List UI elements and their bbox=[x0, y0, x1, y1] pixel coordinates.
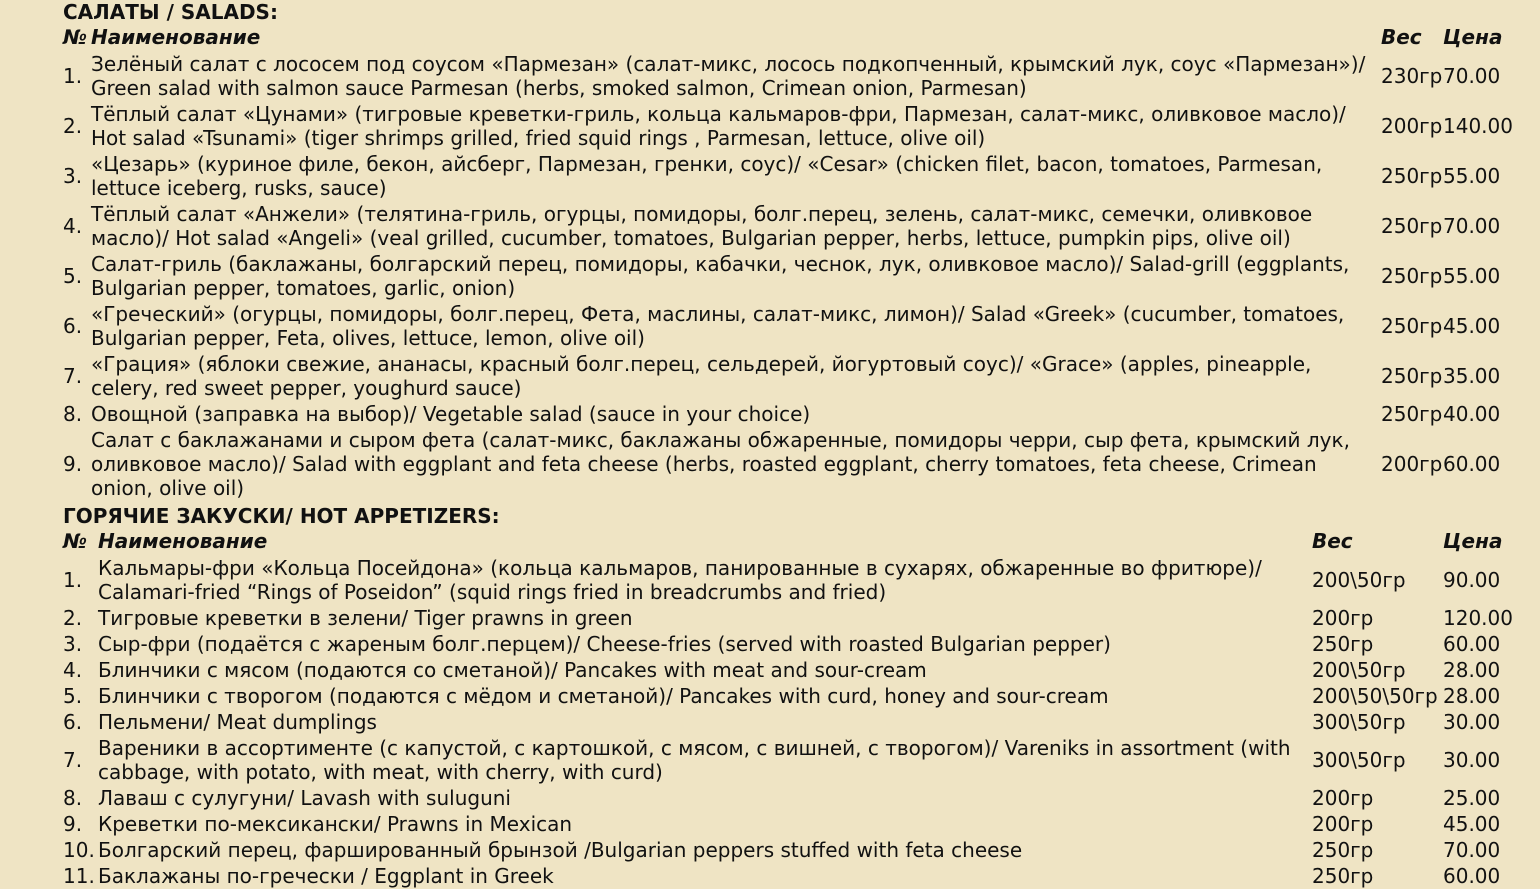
menu-item-row bbox=[60, 151, 1520, 201]
menu-item-row bbox=[60, 657, 1520, 683]
item-number: 8. bbox=[63, 786, 83, 810]
item-name: Салат-гриль (баклажаны, болгарский перец, помидоры, кабачки, чеснок, лук, оливковое масло)/ Salad-grill (eggplants, Bulgarian pepper, tomatoes, garlic, onion) bbox=[91, 252, 1350, 300]
item-number: 4. bbox=[63, 214, 83, 238]
item-weight: 250гр bbox=[1381, 164, 1443, 188]
item-weight: 200гр bbox=[1312, 786, 1374, 810]
menu-item-row bbox=[60, 735, 1520, 785]
item-number: 1. bbox=[63, 64, 83, 88]
item-weight: 250гр bbox=[1312, 864, 1374, 888]
item-name: Вареники в ассортименте (с капустой, с картошкой, с мясом, с вишней, с творогом)/ Vareniks in assortment (with cabbage, with potato, with meat, with cherry, with curd) bbox=[98, 736, 1291, 784]
item-price: 28.00 bbox=[1443, 684, 1501, 708]
item-weight: 200\50\50гр bbox=[1312, 684, 1438, 708]
item-name: Блинчики с творогом (подаются с мёдом и сметаной)/ Pancakes with curd, honey and sour-cream bbox=[98, 684, 1109, 708]
item-weight: 200\50гр bbox=[1312, 568, 1406, 592]
item-weight: 250гр bbox=[1312, 632, 1374, 656]
salads-items bbox=[60, 51, 1520, 501]
item-name: Кальмары-фри «Кольца Посейдона» (кольца кальмаров, панированные в сухарях, обжаренные во фритюре)/ Calamari-fried “Rings of Poseidon” (squid rings fried in breadcrumbs and fried) bbox=[98, 556, 1262, 604]
column-header-number: № bbox=[63, 25, 88, 49]
item-number: 10. bbox=[63, 838, 95, 862]
item-price: 70.00 bbox=[1443, 64, 1501, 88]
item-number: 2. bbox=[63, 114, 83, 138]
item-number: 5. bbox=[63, 264, 83, 288]
item-name: Лаваш с сулугуни/ Lavash with suluguni bbox=[98, 786, 511, 810]
item-weight: 300\50гр bbox=[1312, 710, 1406, 734]
menu-item-row bbox=[60, 785, 1520, 811]
item-price: 30.00 bbox=[1443, 710, 1501, 734]
item-price: 55.00 bbox=[1443, 264, 1501, 288]
item-price: 60.00 bbox=[1443, 452, 1501, 476]
item-price: 45.00 bbox=[1443, 812, 1501, 836]
item-weight: 250гр bbox=[1381, 264, 1443, 288]
item-weight: 250гр bbox=[1381, 364, 1443, 388]
item-name: Тёплый салат «Цунами» (тигровые креветки-гриль, кольца кальмаров-фри, Пармезан, салат-микс, оливковое масло)/ Hot salad «Tsunami» (tiger shrimps grilled, fried squid rings , Parmesan, lettuce, olive oil) bbox=[91, 102, 1346, 150]
item-price: 140.00 bbox=[1443, 114, 1513, 138]
item-name: Тигровые креветки в зелени/ Tiger prawns in green bbox=[98, 606, 633, 630]
item-weight: 250гр bbox=[1381, 402, 1443, 426]
hot-appetizers-items bbox=[60, 555, 1520, 889]
item-number: 3. bbox=[63, 164, 83, 188]
column-header-weight: Вес bbox=[1312, 529, 1353, 553]
item-name: Сыр-фри (подаётся с жареным болг.перцем)/ Cheese-fries (served with roasted Bulgarian pepper) bbox=[98, 632, 1111, 656]
item-number: 4. bbox=[63, 658, 83, 682]
salads-section-title: САЛАТЫ / SALADS: bbox=[63, 0, 278, 24]
item-price: 90.00 bbox=[1443, 568, 1501, 592]
item-price: 25.00 bbox=[1443, 786, 1501, 810]
item-weight: 200гр bbox=[1381, 114, 1443, 138]
menu-item-row bbox=[60, 863, 1520, 889]
item-name: Овощной (заправка на выбор)/ Vegetable salad (sauce in your choice) bbox=[91, 402, 811, 426]
item-number: 8. bbox=[63, 402, 83, 426]
item-name: Салат с баклажанами и сыром фета (салат-микс, баклажаны обжаренные, помидоры черри, сыр фета, крымский лук, оливковое масло)/ Salad with eggplant and feta cheese (herbs, roasted eggplant, cherry tomatoes, feta cheese, Crimean onion, olive oil) bbox=[91, 428, 1350, 500]
item-number: 7. bbox=[63, 364, 83, 388]
item-number: 5. bbox=[63, 684, 83, 708]
item-weight: 250гр bbox=[1312, 838, 1374, 862]
item-name: Пельмени/ Meat dumplings bbox=[98, 710, 377, 734]
column-header-weight: Вес bbox=[1381, 25, 1422, 49]
item-name: «Грация» (яблоки свежие, ананасы, красный болг.перец, сельдерей, йогуртовый соус)/ «Grace» (apples, pineapple, celery, red sweet pepper, youghurd sauce) bbox=[91, 352, 1312, 400]
menu-item-row bbox=[60, 555, 1520, 605]
menu-item-row bbox=[60, 605, 1520, 631]
column-header-price: Цена bbox=[1443, 25, 1503, 49]
item-number: 3. bbox=[63, 632, 83, 656]
menu-item-row bbox=[60, 251, 1520, 301]
item-weight: 200гр bbox=[1312, 812, 1374, 836]
item-price: 45.00 bbox=[1443, 314, 1501, 338]
item-price: 30.00 bbox=[1443, 748, 1501, 772]
item-name: Тёплый салат «Анжели» (телятина-гриль, огурцы, помидоры, болг.перец, зелень, салат-микс, семечки, оливковое масло)/ Hot salad «Angeli» (veal grilled, cucumber, tomatoes, Bulgarian pepper, herbs, lettuce, pumpkin pips, olive oil) bbox=[91, 202, 1313, 250]
menu-item-row bbox=[60, 631, 1520, 657]
item-number: 9. bbox=[63, 812, 83, 836]
item-price: 60.00 bbox=[1443, 864, 1501, 888]
menu-item-row bbox=[60, 51, 1520, 101]
item-weight: 300\50гр bbox=[1312, 748, 1406, 772]
menu-item-row bbox=[60, 201, 1520, 251]
item-price: 70.00 bbox=[1443, 838, 1501, 862]
item-price: 40.00 bbox=[1443, 402, 1501, 426]
salads-header-row bbox=[60, 25, 1520, 51]
item-name: Болгарский перец, фаршированный брынзой /Bulgarian peppers stuffed with feta cheese bbox=[98, 838, 1023, 862]
item-name: Баклажаны по-гречески / Eggplant in Greek bbox=[98, 864, 554, 888]
item-number: 1. bbox=[63, 568, 83, 592]
item-name: «Греческий» (огурцы, помидоры, болг.перец, Фета, маслины, салат-микс, лимон)/ Salad «Greek» (cucumber, tomatoes, Bulgarian pepper, Feta, olives, lettuce, lemon, olive oil) bbox=[91, 302, 1345, 350]
column-header-name: Наименование bbox=[91, 25, 261, 49]
item-weight: 250гр bbox=[1381, 214, 1443, 238]
menu-item-row bbox=[60, 709, 1520, 735]
item-weight: 230гр bbox=[1381, 64, 1443, 88]
hot-appetizers-header-row bbox=[60, 529, 1520, 555]
item-name: Креветки по-мексикански/ Prawns in Mexican bbox=[98, 812, 573, 836]
menu-item-row bbox=[60, 101, 1520, 151]
item-price: 70.00 bbox=[1443, 214, 1501, 238]
item-price: 55.00 bbox=[1443, 164, 1501, 188]
menu-item-row bbox=[60, 811, 1520, 837]
item-number: 6. bbox=[63, 314, 83, 338]
column-header-name: Наименование bbox=[98, 529, 268, 553]
item-weight: 200гр bbox=[1381, 452, 1443, 476]
hot-appetizers-table bbox=[60, 529, 1520, 889]
menu-item-row bbox=[60, 427, 1520, 501]
item-price: 60.00 bbox=[1443, 632, 1501, 656]
item-number: 7. bbox=[63, 748, 83, 772]
menu-item-row bbox=[60, 301, 1520, 351]
menu-item-row bbox=[60, 401, 1520, 427]
item-number: 6. bbox=[63, 710, 83, 734]
item-name: Зелёный салат с лососем под соусом «Пармезан» (салат-микс, лосось подкопченный, крымский лук, соус «Пармезан»)/ Green salad with salmon sauce Parmesan (herbs, smoked salmon, Crimean onion, Parmesan) bbox=[91, 52, 1366, 100]
item-number: 9. bbox=[63, 452, 83, 476]
item-weight: 200гр bbox=[1312, 606, 1374, 630]
item-weight: 200\50гр bbox=[1312, 658, 1406, 682]
item-price: 28.00 bbox=[1443, 658, 1501, 682]
hot-appetizers-section-title: ГОРЯЧИЕ ЗАКУСКИ/ HOT APPETIZERS: bbox=[63, 504, 500, 528]
item-number: 11. bbox=[63, 864, 95, 888]
item-price: 35.00 bbox=[1443, 364, 1501, 388]
salads-table bbox=[60, 25, 1520, 501]
menu-item-row bbox=[60, 837, 1520, 863]
column-header-number: № bbox=[63, 529, 88, 553]
column-header-price: Цена bbox=[1443, 529, 1503, 553]
item-number: 2. bbox=[63, 606, 83, 630]
item-price: 120.00 bbox=[1443, 606, 1513, 630]
item-weight: 250гр bbox=[1381, 314, 1443, 338]
menu-item-row bbox=[60, 351, 1520, 401]
item-name: Блинчики с мясом (подаются со сметаной)/ Pancakes with meat and sour-cream bbox=[98, 658, 927, 682]
item-name: «Цезарь» (куриное филе, бекон, айсберг, Пармезан, гренки, соус)/ «Cesar» (chicken filet, bacon, tomatoes, Parmesan, lettuce iceberg, rusks, sauce) bbox=[91, 152, 1323, 200]
menu-item-row bbox=[60, 683, 1520, 709]
